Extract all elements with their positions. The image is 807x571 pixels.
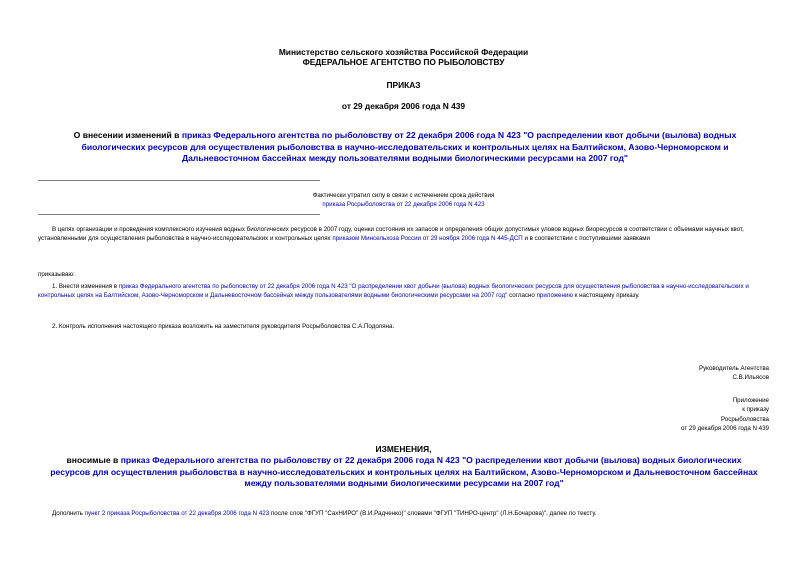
appendix-line-4: от 29 декабря 2006 года N 439 — [681, 424, 769, 432]
changes-title — [48, 455, 760, 490]
changes-prefix: вносимые в — [66, 455, 121, 465]
divider-top — [38, 180, 320, 181]
preamble-paragraph — [38, 225, 770, 243]
signature-block — [699, 364, 769, 383]
notice-order-link[interactable]: приказа Росрыболовства от 22 декабря 2006 года N 423 — [322, 201, 485, 208]
notice-text: Фактически утратил силу в связи с истечением срока действия — [312, 192, 495, 199]
final-prefix: Дополнить — [52, 510, 85, 517]
final-paragraph — [52, 509, 770, 518]
signature-name: С.В.Ильясов — [732, 374, 769, 382]
final-suffix: после слов "ФГУП "СахНИРО" (В.И.Радченко)" словами "ФГУП "ТИНРО-центр" (Л.Н.Бочарова)", далее по тексту. — [269, 510, 597, 517]
notice-link-line — [0, 200, 807, 209]
preamble-text: В целях организации и проведения комплексного изучения водных биологических ресурсов в 2007 году, оценки состояния их запасов и определения общих допустимых уловов водных биоресурсов в соответствии с объемами научных квот, установленными для осуществления рыболовства в научно-исследовательских и контрольных целях — [38, 226, 744, 243]
ministry-name: Министерство сельского хозяйства Российской Федерации — [278, 47, 529, 57]
changes-heading: ИЗМЕНЕНИЯ, — [375, 444, 432, 454]
item1-appendix-link[interactable]: приложению — [536, 292, 573, 300]
order-item-1 — [38, 282, 770, 300]
document-title — [60, 130, 750, 165]
appendix-line-2: к приказу — [742, 406, 769, 414]
order-word: приказываю: — [38, 271, 75, 278]
item1-mid: согласно — [507, 292, 537, 300]
appendix-line-3: Росрыболовства — [720, 415, 769, 423]
order-item-2: 2. Контроль исполнения настоящего приказа возложить на заместителя руководителя Росрыболовства С.А.Подоляна. — [52, 323, 395, 330]
appendix-line-1: Приложение — [732, 397, 769, 404]
final-item-link[interactable]: пункт 2 приказа Росрыболовства от 22 декабря 2006 года N 423 — [84, 510, 270, 517]
title-order-link[interactable]: приказ Федерального агентства по рыболовству от 22 декабря 2006 года N 423 "О распределении квот добычи (вылова) водных биологических ресурсов для осуществления рыболовства в научно-исследовательских и контрольных целях на Балтийском, Азово-Черноморском и Дальневосточном бассейнах между пользователями водными биологическими ресурсами на 2007 год" — [81, 130, 737, 163]
agency-name: ФЕДЕРАЛЬНОЕ АГЕНТСТВО ПО РЫБОЛОВСТВУ — [302, 57, 505, 67]
appendix-block — [681, 396, 769, 433]
changes-order-link[interactable]: приказ Федерального агентства по рыболовству от 22 декабря 2006 года N 423 "О распределении квот добычи (вылова) водных биологических ресурсов для осуществления рыболовства в научно-исследовательских и контрольных целях на Балтийском, Азово-Черноморском и Дальневосточном бассейнах между пользователями водными биологическими ресурсами на 2007 год" — [50, 455, 758, 488]
item1-order-link[interactable]: приказ Федерального агентства по рыболовству от 22 декабря 2006 года N 423 "О распределении квот добычи (вылова) водных биологических ресурсов для осуществления рыболовства в научно-исследовательских и контрольных целях на Балтийском, Азово-Черноморском и Дальневосточном бассейнах между пользователями водными биологическими ресурсами на 2007 год" — [38, 283, 749, 300]
item1-prefix: 1. Внести изменения в — [52, 283, 119, 290]
document-type: ПРИКАЗ — [386, 80, 421, 90]
document-date: от 29 декабря 2006 года N 439 — [341, 101, 466, 111]
item1-suffix: к настоящему приказу. — [572, 292, 640, 300]
preamble-order-link[interactable]: приказом Минсельхоза России от 29 ноября 2006 года N 445-ДСП — [332, 235, 523, 243]
divider-bottom — [38, 214, 320, 215]
signature-position: Руководитель Агентства — [698, 365, 769, 372]
title-prefix: О внесении изменений в — [73, 130, 182, 140]
preamble-text-end: и в соответствии с поступившими заявками — [522, 235, 650, 243]
